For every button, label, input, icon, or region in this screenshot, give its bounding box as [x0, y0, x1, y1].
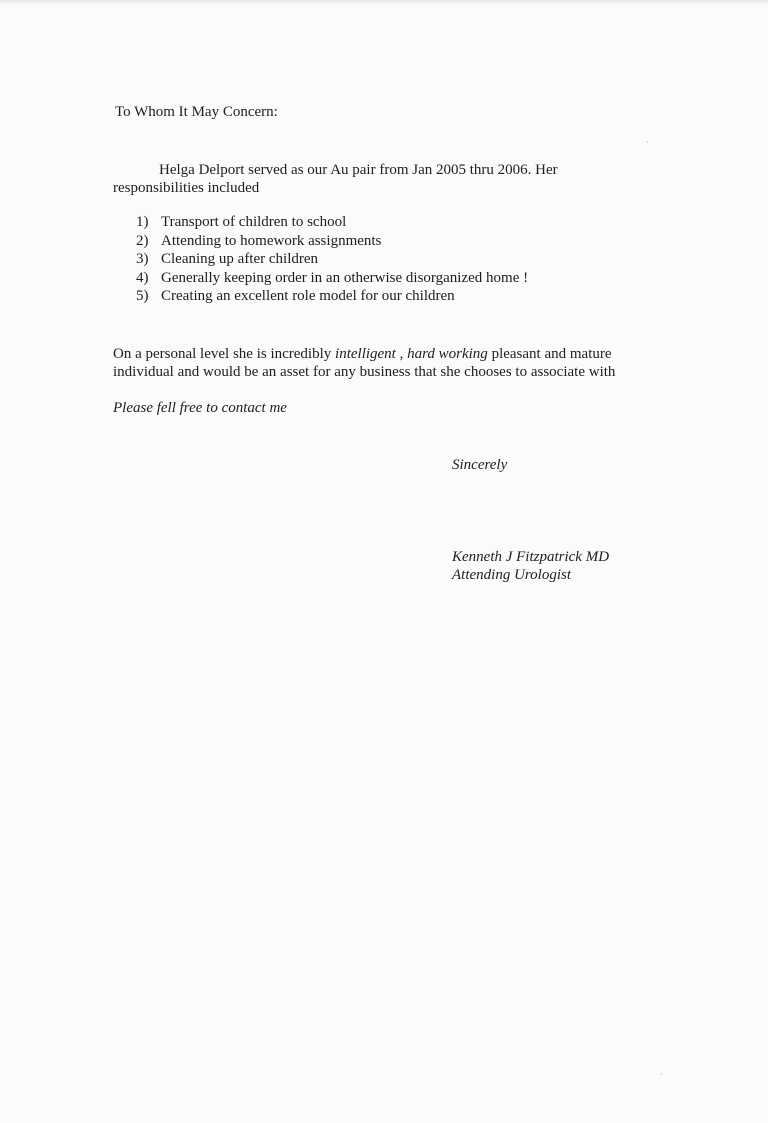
intro-paragraph: Helga Delport served as our Au pair from Jan 2005 thru 2006. Her responsibilities included	[113, 162, 558, 196]
signature-block	[452, 548, 609, 584]
list-item	[136, 287, 528, 306]
list-item-number: 5)	[136, 288, 149, 304]
scan-speck: ·	[646, 138, 649, 147]
list-item-number: 1)	[136, 214, 149, 230]
list-item-number: 4)	[136, 269, 149, 286]
personal-paragraph	[113, 345, 673, 381]
personal-text-start: On a personal level she is incredibly	[113, 346, 336, 362]
list-item-number: 2)	[136, 232, 149, 249]
list-item-text: Creating an excellent role model for our children	[161, 288, 455, 304]
list-item-text: Attending to homework assignments	[161, 232, 382, 249]
list-item-text: Transport of children to school	[161, 214, 347, 230]
closing: Sincerely	[452, 457, 508, 473]
signer-name: Kenneth J Fitzpatrick MD	[452, 549, 610, 565]
list-item	[136, 250, 528, 269]
list-item	[136, 213, 528, 232]
personal-text-separator: ,	[395, 346, 408, 362]
list-item	[136, 232, 528, 251]
list-item	[136, 269, 528, 288]
personal-text-end: pleasant and mature individual and would be an asset for any business that she chooses to associate with	[113, 346, 616, 380]
signer-title: Attending Urologist	[452, 567, 572, 583]
list-item-text: Generally keeping order in an otherwise disorganized home !	[161, 269, 529, 286]
list-item-number: 3)	[136, 251, 149, 267]
list-item-text: Cleaning up after children	[161, 251, 319, 267]
scan-speck: ·	[660, 1070, 663, 1079]
contact-line: Please fell free to contact me	[113, 400, 287, 416]
salutation: To Whom It May Concern:	[115, 104, 278, 120]
scan-top-edge	[0, 0, 768, 8]
emphasis-intelligent: intelligent	[335, 346, 396, 362]
responsibilities-list	[136, 213, 528, 306]
emphasis-hard-working: hard working	[407, 346, 488, 362]
